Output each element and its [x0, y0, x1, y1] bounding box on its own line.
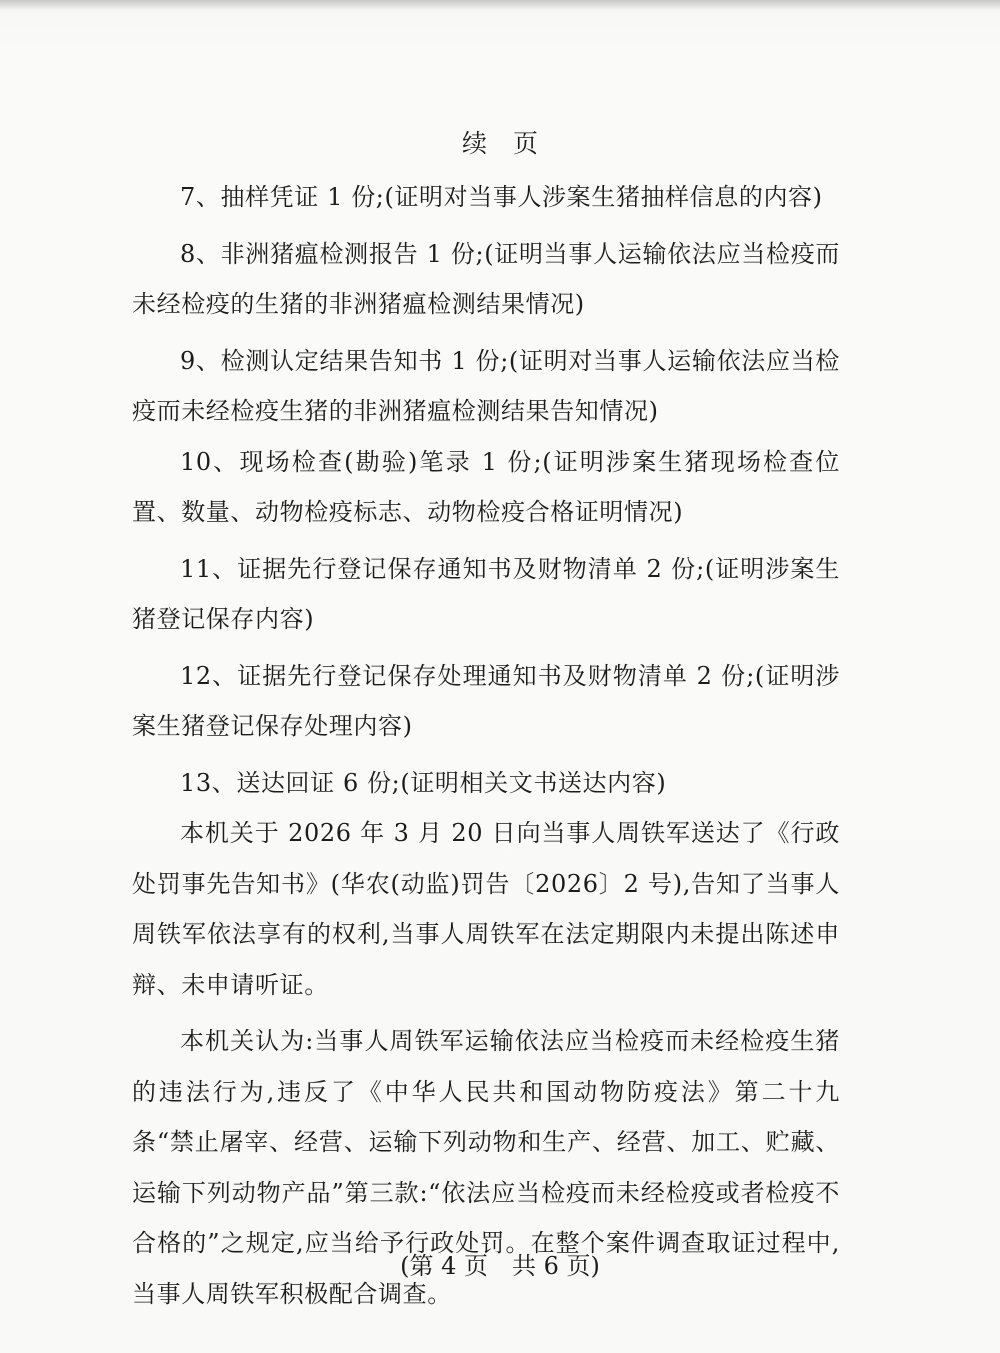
evidence-item-13: 13、送达回证 6 份;(证明相关文书送达内容) [180, 768, 667, 797]
document-body [132, 172, 840, 1319]
evidence-item-8: 8、非洲猪瘟检测报告 1 份;(证明当事人运输依法应当检疫而未经检疫的生猪的非洲猪瘟检测结果情况) [132, 239, 840, 318]
finding-paragraph: 本机关认为:当事人周铁军运输依法应当检疫而未经检疫生猪的违法行为,违反了《中华人民共和国动物防疫法》第二十九条“禁止屠宰、经营、运输下列动物和生产、经营、加工、贮藏、运输下列动物产品”第三款:“依法应当检疫而未经检疫或者检疫不合格的”之规定,应当给予行政处罚。在整个案件调查取证过程中,当事人周铁军积极配合调查。 [132, 1027, 840, 1308]
evidence-item-12: 12、证据先行登记保存处理通知书及财物清单 2 份;(证明涉案生猪登记保存处理内容) [132, 661, 840, 740]
evidence-item-7: 7、抽样凭证 1 份;(证明对当事人涉案生猪抽样信息的内容) [180, 183, 823, 211]
page-number-total: 共 6 页) [512, 1252, 600, 1280]
evidence-item-10: 10、现场检查(勘验)笔录 1 份;(证明涉案生猪现场检查位置、数量、动物检疫标志、动物检疫合格证明情况) [132, 447, 840, 526]
notice-paragraph: 本机关于 2026 年 3 月 20 日向当事人周铁军送达了《行政处罚事先告知书》(华农(动监)罚告〔2026〕2 号),告知了当事人周铁军依法享有的权利,当事人周铁军在法定期限内未提出陈述申辩、未申请听证。 [132, 819, 840, 999]
page-heading: 续页 [461, 129, 564, 158]
evidence-item-11: 11、证据先行登记保存通知书及财物清单 2 份;(证明涉案生猪登记保存内容) [132, 554, 840, 633]
page-number-current: (第 4 页 [400, 1252, 488, 1280]
scan-edge-shadow [0, 0, 1000, 10]
evidence-item-9: 9、检测认定结果告知书 1 份;(证明对当事人运输依法应当检疫而未经检疫生猪的非洲猪瘟检测结果告知情况) [132, 346, 840, 425]
page-number [0, 1246, 1000, 1286]
